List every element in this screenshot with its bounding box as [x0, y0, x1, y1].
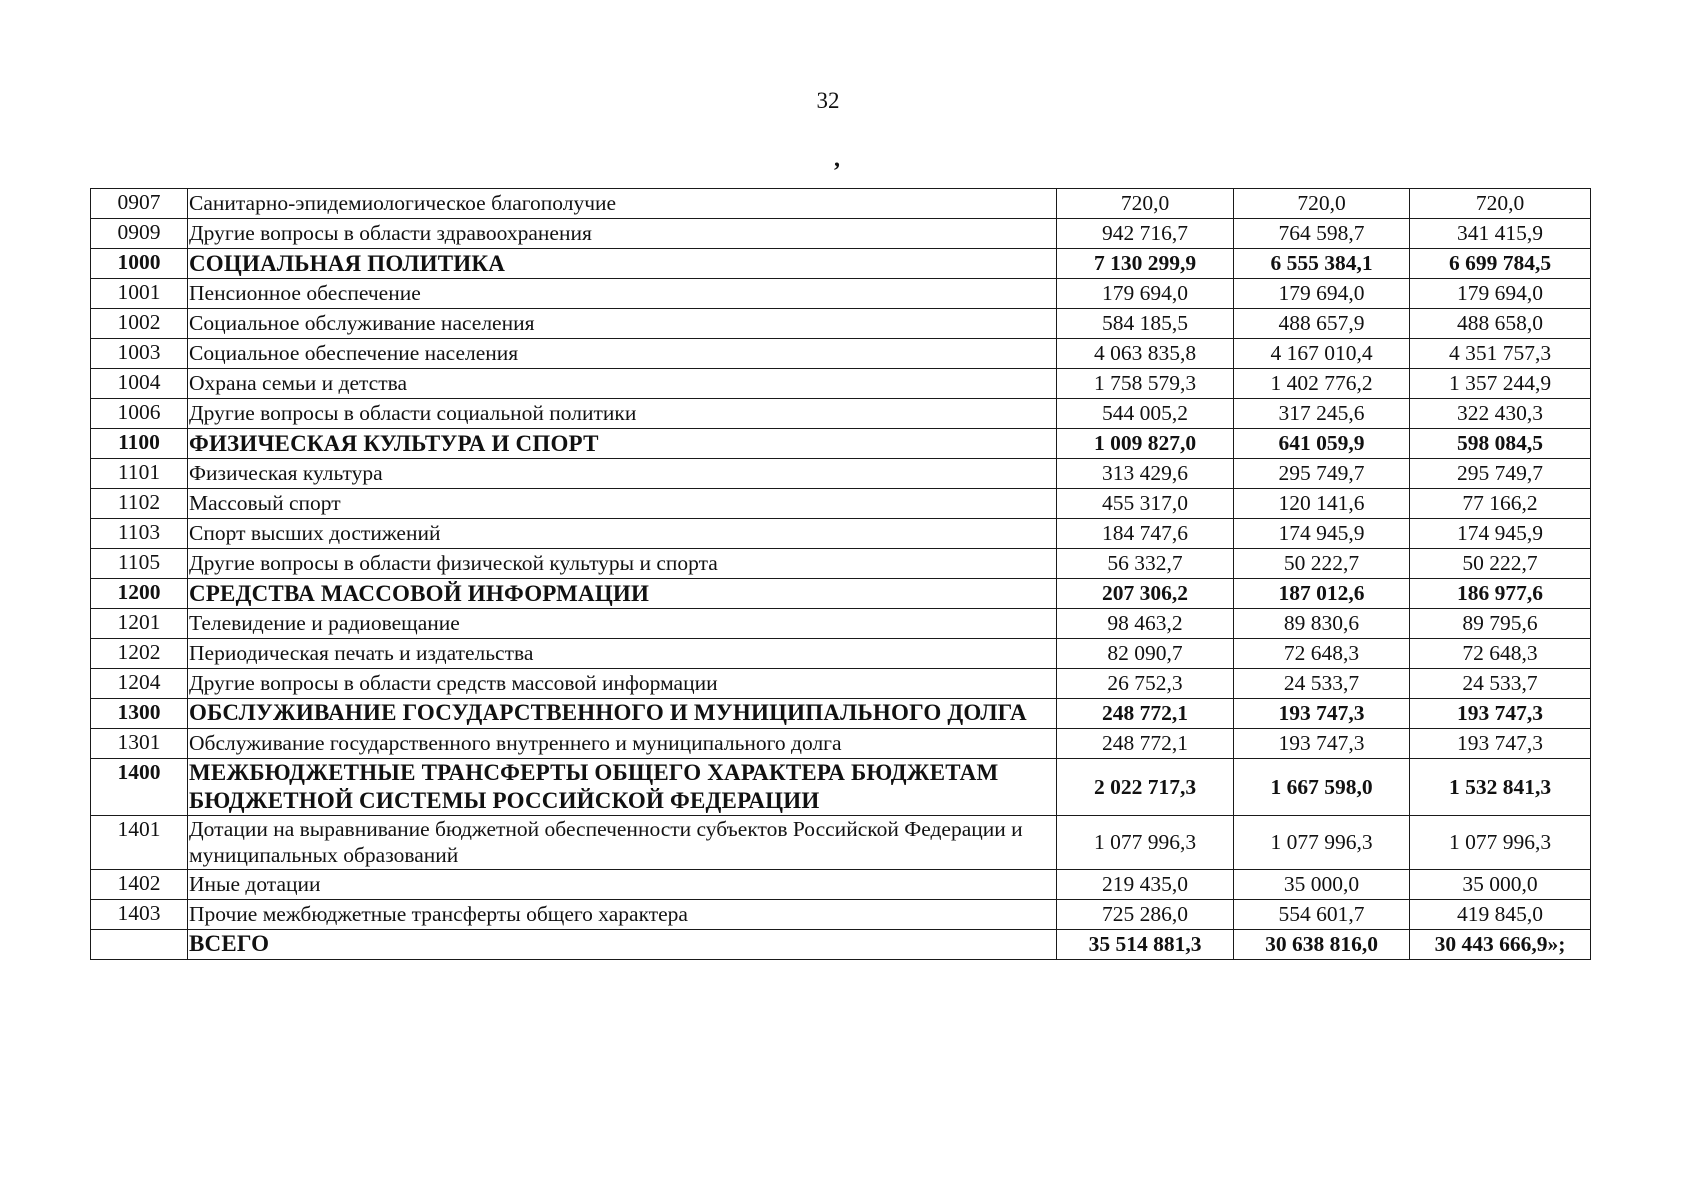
table-row-section-total — [91, 429, 1591, 459]
section-name: Физическая культура — [188, 459, 1057, 489]
value-col-1: 1 077 996,3 — [1057, 816, 1234, 869]
value-col-2: 24 533,7 — [1234, 669, 1410, 699]
section-code: 1400 — [91, 759, 188, 816]
value-col-2: 554 601,7 — [1234, 899, 1410, 929]
value-col-1: 313 429,6 — [1057, 459, 1234, 489]
value-col-3: 720,0 — [1410, 189, 1591, 219]
section-name: Социальное обеспечение населения — [188, 339, 1057, 369]
value-col-1: 1 009 827,0 — [1057, 429, 1234, 459]
section-name: Охрана семьи и детства — [188, 369, 1057, 399]
value-col-1: 942 716,7 — [1057, 219, 1234, 249]
table-row — [91, 369, 1591, 399]
value-col-1: 2 022 717,3 — [1057, 759, 1234, 816]
value-col-1: 584 185,5 — [1057, 309, 1234, 339]
table-row — [91, 549, 1591, 579]
table-row — [91, 399, 1591, 429]
section-name: Пенсионное обеспечение — [188, 279, 1057, 309]
value-col-3: 4 351 757,3 — [1410, 339, 1591, 369]
value-col-3: 35 000,0 — [1410, 869, 1591, 899]
value-col-3: 72 648,3 — [1410, 639, 1591, 669]
value-col-1: 179 694,0 — [1057, 279, 1234, 309]
value-col-3: 1 532 841,3 — [1410, 759, 1591, 816]
value-col-3: 179 694,0 — [1410, 279, 1591, 309]
section-name: Социальное обслуживание населения — [188, 309, 1057, 339]
grand-total-label: ВСЕГО — [188, 929, 1057, 959]
value-col-1: 184 747,6 — [1057, 519, 1234, 549]
table-row — [91, 309, 1591, 339]
section-code: 1003 — [91, 339, 188, 369]
section-name: ОБСЛУЖИВАНИЕ ГОСУДАРСТВЕННОГО И МУНИЦИПАЛЬНОГО ДОЛГА — [188, 699, 1057, 729]
value-col-2: 50 222,7 — [1234, 549, 1410, 579]
value-col-2: 35 000,0 — [1234, 869, 1410, 899]
value-col-1: 207 306,2 — [1057, 579, 1234, 609]
section-code: 1301 — [91, 729, 188, 759]
section-name: Другие вопросы в области физической культуры и спорта — [188, 549, 1057, 579]
section-code: 1101 — [91, 459, 188, 489]
value-col-3: 488 658,0 — [1410, 309, 1591, 339]
value-col-1: 26 752,3 — [1057, 669, 1234, 699]
section-code: 1402 — [91, 869, 188, 899]
section-code — [91, 929, 188, 959]
section-name: Прочие межбюджетные трансферты общего характера — [188, 899, 1057, 929]
section-code: 1201 — [91, 609, 188, 639]
value-col-1: 56 332,7 — [1057, 549, 1234, 579]
value-col-1: 1 758 579,3 — [1057, 369, 1234, 399]
value-col-2: 764 598,7 — [1234, 219, 1410, 249]
section-code: 1204 — [91, 669, 188, 699]
value-col-3: 1 077 996,3 — [1410, 816, 1591, 869]
section-name: СОЦИАЛЬНАЯ ПОЛИТИКА — [188, 249, 1057, 279]
section-name: Обслуживание государственного внутреннего и муниципального долга — [188, 729, 1057, 759]
value-col-2: 193 747,3 — [1234, 699, 1410, 729]
page-number: 32 — [816, 88, 840, 113]
value-col-2: 187 012,6 — [1234, 579, 1410, 609]
stray-mark: , — [834, 146, 840, 172]
value-col-1: 82 090,7 — [1057, 639, 1234, 669]
section-code: 1103 — [91, 519, 188, 549]
table-row — [91, 489, 1591, 519]
section-code: 1006 — [91, 399, 188, 429]
value-col-3: 77 166,2 — [1410, 489, 1591, 519]
table-row-section-total — [91, 699, 1591, 729]
value-col-2: 72 648,3 — [1234, 639, 1410, 669]
value-col-3: 598 084,5 — [1410, 429, 1591, 459]
section-code: 1300 — [91, 699, 188, 729]
value-col-3: 89 795,6 — [1410, 609, 1591, 639]
section-name: Телевидение и радиовещание — [188, 609, 1057, 639]
section-name: Другие вопросы в области здравоохранения — [188, 219, 1057, 249]
value-col-1: 720,0 — [1057, 189, 1234, 219]
value-col-1: 544 005,2 — [1057, 399, 1234, 429]
section-code: 1004 — [91, 369, 188, 399]
table-row — [91, 219, 1591, 249]
table-row — [91, 899, 1591, 929]
section-name: Другие вопросы в области социальной политики — [188, 399, 1057, 429]
section-code: 1200 — [91, 579, 188, 609]
table-row — [91, 459, 1591, 489]
section-code: 1105 — [91, 549, 188, 579]
value-col-2: 317 245,6 — [1234, 399, 1410, 429]
table-row — [91, 816, 1591, 869]
value-col-1: 4 063 835,8 — [1057, 339, 1234, 369]
value-col-2: 193 747,3 — [1234, 729, 1410, 759]
table-row-section-total — [91, 579, 1591, 609]
table-row-section-total — [91, 759, 1591, 816]
value-col-1: 7 130 299,9 — [1057, 249, 1234, 279]
section-code: 1001 — [91, 279, 188, 309]
table-row — [91, 339, 1591, 369]
section-name: Санитарно-эпидемиологическое благополучие — [188, 189, 1057, 219]
value-col-3: 322 430,3 — [1410, 399, 1591, 429]
value-col-2: 720,0 — [1234, 189, 1410, 219]
value-col-3: 186 977,6 — [1410, 579, 1591, 609]
value-col-2: 1 402 776,2 — [1234, 369, 1410, 399]
section-name: СРЕДСТВА МАССОВОЙ ИНФОРМАЦИИ — [188, 579, 1057, 609]
value-col-2: 641 059,9 — [1234, 429, 1410, 459]
section-code: 0909 — [91, 219, 188, 249]
section-name: Спорт высших достижений — [188, 519, 1057, 549]
value-col-2: 295 749,7 — [1234, 459, 1410, 489]
value-col-2: 174 945,9 — [1234, 519, 1410, 549]
section-code: 1002 — [91, 309, 188, 339]
section-name: Периодическая печать и издательства — [188, 639, 1057, 669]
value-col-2: 1 667 598,0 — [1234, 759, 1410, 816]
section-code: 1102 — [91, 489, 188, 519]
table-row — [91, 669, 1591, 699]
value-col-3: 295 749,7 — [1410, 459, 1591, 489]
section-name: Массовый спорт — [188, 489, 1057, 519]
value-col-3: 1 357 244,9 — [1410, 369, 1591, 399]
value-col-1: 248 772,1 — [1057, 699, 1234, 729]
table-row — [91, 279, 1591, 309]
section-code: 1100 — [91, 429, 188, 459]
value-col-3: 50 222,7 — [1410, 549, 1591, 579]
section-name: Другие вопросы в области средств массовой информации — [188, 669, 1057, 699]
budget-table — [90, 188, 1591, 960]
value-col-1: 455 317,0 — [1057, 489, 1234, 519]
value-col-2: 488 657,9 — [1234, 309, 1410, 339]
section-code: 0907 — [91, 189, 188, 219]
value-col-3: 193 747,3 — [1410, 729, 1591, 759]
value-col-3: 30 443 666,9»; — [1410, 929, 1591, 959]
value-col-1: 98 463,2 — [1057, 609, 1234, 639]
section-name: ФИЗИЧЕСКАЯ КУЛЬТУРА И СПОРТ — [188, 429, 1057, 459]
section-code: 1401 — [91, 816, 188, 869]
table-row — [91, 609, 1591, 639]
table-row-section-total — [91, 249, 1591, 279]
table-row — [91, 729, 1591, 759]
section-code: 1403 — [91, 899, 188, 929]
value-col-1: 248 772,1 — [1057, 729, 1234, 759]
table-row — [91, 189, 1591, 219]
value-col-1: 725 286,0 — [1057, 899, 1234, 929]
table-row — [91, 639, 1591, 669]
value-col-2: 179 694,0 — [1234, 279, 1410, 309]
section-code: 1000 — [91, 249, 188, 279]
value-col-3: 174 945,9 — [1410, 519, 1591, 549]
table-row — [91, 869, 1591, 899]
section-name: Дотации на выравнивание бюджетной обеспеченности субъектов Российской Федерации и муниципальных образований — [188, 816, 1057, 869]
section-name: Иные дотации — [188, 869, 1057, 899]
section-name: МЕЖБЮДЖЕТНЫЕ ТРАНСФЕРТЫ ОБЩЕГО ХАРАКТЕРА БЮДЖЕТАМ БЮДЖЕТНОЙ СИСТЕМЫ РОССИЙСКОЙ ФЕДЕРАЦИИ — [188, 759, 1057, 816]
value-col-2: 30 638 816,0 — [1234, 929, 1410, 959]
value-col-2: 6 555 384,1 — [1234, 249, 1410, 279]
value-col-3: 193 747,3 — [1410, 699, 1591, 729]
value-col-3: 341 415,9 — [1410, 219, 1591, 249]
value-col-2: 4 167 010,4 — [1234, 339, 1410, 369]
table-row-grand-total — [91, 929, 1591, 959]
value-col-2: 120 141,6 — [1234, 489, 1410, 519]
value-col-2: 89 830,6 — [1234, 609, 1410, 639]
value-col-3: 419 845,0 — [1410, 899, 1591, 929]
value-col-1: 35 514 881,3 — [1057, 929, 1234, 959]
value-col-1: 219 435,0 — [1057, 869, 1234, 899]
value-col-3: 6 699 784,5 — [1410, 249, 1591, 279]
value-col-2: 1 077 996,3 — [1234, 816, 1410, 869]
table-row — [91, 519, 1591, 549]
section-code: 1202 — [91, 639, 188, 669]
value-col-3: 24 533,7 — [1410, 669, 1591, 699]
